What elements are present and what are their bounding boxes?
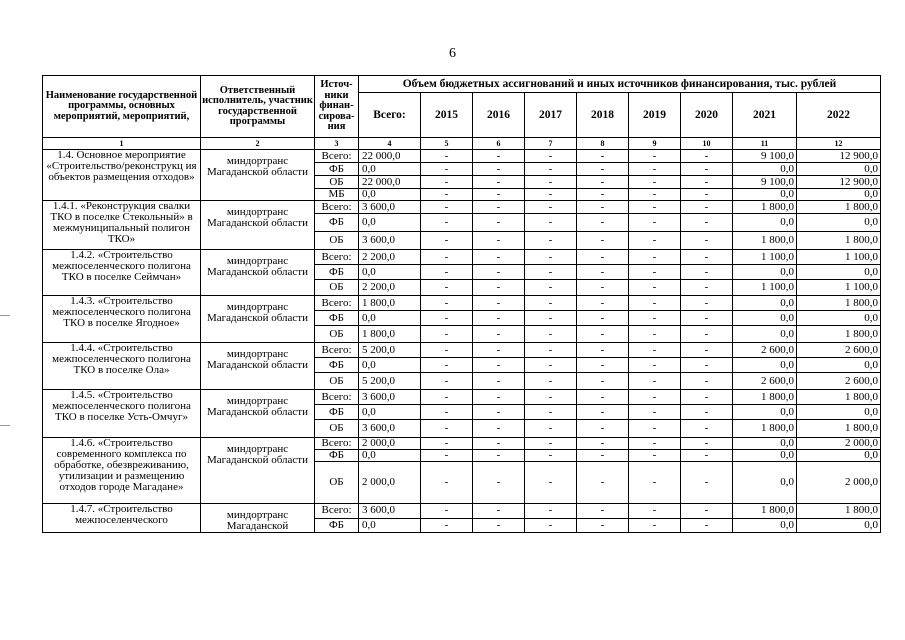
budget-table: [42, 75, 881, 533]
table-body: [43, 150, 881, 533]
year-value-2020: -: [681, 358, 733, 373]
year-value-2019: -: [629, 462, 681, 504]
year-value-2017: -: [525, 462, 577, 504]
year-value-2015: -: [421, 232, 473, 250]
funding-source: Всего:: [315, 150, 359, 163]
year-value-2018: -: [577, 373, 629, 390]
year-value-2017: -: [525, 504, 577, 519]
year-value-2015: -: [421, 201, 473, 214]
year-value-2017: -: [525, 250, 577, 265]
year-value-2020: -: [681, 296, 733, 311]
year-value-2019: -: [629, 265, 681, 280]
year-value-2021: 1 800,0: [733, 420, 797, 438]
year-value-2017: -: [525, 450, 577, 462]
year-value-2015: -: [421, 265, 473, 280]
column-number: 3: [315, 138, 359, 150]
year-value-2018: -: [577, 176, 629, 189]
year-value-2017: -: [525, 518, 577, 533]
year-value-2018: -: [577, 450, 629, 462]
measure-name: 1.4.5. «Строительство межпоселенческого полигона ТКО в поселке Усть-Омчуг»: [43, 390, 201, 438]
year-value-2020: -: [681, 250, 733, 265]
year-value-2022: 1 800,0: [797, 326, 881, 343]
year-value-2016: -: [473, 518, 525, 533]
header-executor: Ответственный исполнитель, участник государственной программы: [201, 76, 315, 138]
table-row: [43, 438, 881, 450]
year-value-2019: -: [629, 373, 681, 390]
year-value-2019: -: [629, 504, 681, 519]
year-value-2017: -: [525, 214, 577, 232]
executor: миндортранс Магаданской области: [201, 150, 315, 201]
year-value-2017: -: [525, 405, 577, 420]
year-value-2017: -: [525, 373, 577, 390]
year-value-2018: -: [577, 201, 629, 214]
measure-name: 1.4.6. «Строительство современного комплекса по обработке, обезвреживанию, утилизации и размещению отходов городе Магадане»: [43, 438, 201, 504]
executor: миндортранс Магаданской: [201, 504, 315, 533]
total-value: 3 600,0: [359, 504, 421, 519]
funding-source: Всего:: [315, 250, 359, 265]
year-value-2019: -: [629, 438, 681, 450]
page-number: 6: [449, 46, 456, 61]
year-value-2020: -: [681, 518, 733, 533]
year-value-2017: -: [525, 280, 577, 296]
year-value-2020: -: [681, 343, 733, 358]
column-number: 1: [43, 138, 201, 150]
year-value-2016: -: [473, 296, 525, 311]
year-value-2019: -: [629, 214, 681, 232]
year-value-2021: 0,0: [733, 358, 797, 373]
funding-source: ФБ: [315, 405, 359, 420]
year-value-2015: -: [421, 189, 473, 201]
year-value-2020: -: [681, 373, 733, 390]
funding-source: ФБ: [315, 214, 359, 232]
year-value-2021: 0,0: [733, 518, 797, 533]
year-value-2016: -: [473, 163, 525, 176]
year-value-2021: 0,0: [733, 311, 797, 326]
year-value-2022: 0,0: [797, 265, 881, 280]
executor: миндортранс Магаданской области: [201, 296, 315, 343]
year-value-2022: 0,0: [797, 450, 881, 462]
year-value-2021: 9 100,0: [733, 150, 797, 163]
header-sources: Источ- ники финан- сирова- ния: [315, 76, 359, 138]
year-value-2015: -: [421, 163, 473, 176]
year-value-2020: -: [681, 280, 733, 296]
measure-name: 1.4.4. «Строительство межпоселенческого полигона ТКО в поселке Ола»: [43, 343, 201, 390]
year-value-2022: 0,0: [797, 163, 881, 176]
header-total: Всего:: [359, 93, 421, 138]
year-value-2019: -: [629, 343, 681, 358]
year-value-2022: 0,0: [797, 311, 881, 326]
funding-source: ОБ: [315, 176, 359, 189]
year-value-2015: -: [421, 326, 473, 343]
executor: миндортранс Магаданской области: [201, 343, 315, 390]
year-value-2016: -: [473, 265, 525, 280]
funding-source: МБ: [315, 189, 359, 201]
year-value-2022: 0,0: [797, 214, 881, 232]
total-value: 3 600,0: [359, 390, 421, 405]
year-value-2015: -: [421, 214, 473, 232]
year-value-2018: -: [577, 250, 629, 265]
year-value-2019: -: [629, 326, 681, 343]
year-value-2019: -: [629, 189, 681, 201]
year-value-2020: -: [681, 390, 733, 405]
year-value-2017: -: [525, 438, 577, 450]
table-row: [43, 504, 881, 519]
year-value-2016: -: [473, 150, 525, 163]
year-value-2020: -: [681, 163, 733, 176]
year-value-2022: 2 000,0: [797, 438, 881, 450]
total-value: 5 200,0: [359, 343, 421, 358]
year-value-2022: 1 800,0: [797, 420, 881, 438]
funding-source: ОБ: [315, 232, 359, 250]
header-year-2017: 2017: [525, 93, 577, 138]
year-value-2015: -: [421, 343, 473, 358]
year-value-2020: -: [681, 326, 733, 343]
year-value-2017: -: [525, 265, 577, 280]
year-value-2016: -: [473, 420, 525, 438]
table-row: [43, 150, 881, 163]
funding-source: ФБ: [315, 450, 359, 462]
table-row: [43, 296, 881, 311]
year-value-2022: 1 100,0: [797, 250, 881, 265]
total-value: 2 200,0: [359, 280, 421, 296]
year-value-2015: -: [421, 518, 473, 533]
header-year-2021: 2021: [733, 93, 797, 138]
year-value-2018: -: [577, 232, 629, 250]
year-value-2021: 1 100,0: [733, 280, 797, 296]
year-value-2020: -: [681, 265, 733, 280]
funding-source: ОБ: [315, 326, 359, 343]
year-value-2021: 0,0: [733, 163, 797, 176]
year-value-2019: -: [629, 232, 681, 250]
year-value-2021: 9 100,0: [733, 176, 797, 189]
year-value-2016: -: [473, 311, 525, 326]
total-value: 0,0: [359, 189, 421, 201]
year-value-2015: -: [421, 390, 473, 405]
year-value-2017: -: [525, 176, 577, 189]
total-value: 2 000,0: [359, 438, 421, 450]
year-value-2015: -: [421, 250, 473, 265]
year-value-2018: -: [577, 326, 629, 343]
year-value-2015: -: [421, 280, 473, 296]
year-value-2020: -: [681, 420, 733, 438]
year-value-2016: -: [473, 343, 525, 358]
year-value-2015: -: [421, 296, 473, 311]
year-value-2015: -: [421, 373, 473, 390]
year-value-2017: -: [525, 358, 577, 373]
year-value-2018: -: [577, 518, 629, 533]
year-value-2021: 0,0: [733, 438, 797, 450]
year-value-2020: -: [681, 311, 733, 326]
year-value-2019: -: [629, 250, 681, 265]
year-value-2016: -: [473, 450, 525, 462]
year-value-2019: -: [629, 518, 681, 533]
year-value-2019: -: [629, 405, 681, 420]
year-value-2022: 2 600,0: [797, 343, 881, 358]
year-value-2018: -: [577, 265, 629, 280]
year-value-2016: -: [473, 280, 525, 296]
year-value-2021: 1 800,0: [733, 232, 797, 250]
year-value-2019: -: [629, 296, 681, 311]
year-value-2022: 0,0: [797, 405, 881, 420]
year-value-2018: -: [577, 504, 629, 519]
year-value-2020: -: [681, 462, 733, 504]
total-value: 2 200,0: [359, 250, 421, 265]
year-value-2021: 0,0: [733, 450, 797, 462]
year-value-2022: 2 600,0: [797, 373, 881, 390]
total-value: 0,0: [359, 518, 421, 533]
column-number: 8: [577, 138, 629, 150]
year-value-2015: -: [421, 438, 473, 450]
header-year-2022: 2022: [797, 93, 881, 138]
year-value-2022: 1 800,0: [797, 201, 881, 214]
total-value: 0,0: [359, 163, 421, 176]
column-number: 4: [359, 138, 421, 150]
year-value-2017: -: [525, 390, 577, 405]
funding-source: Всего:: [315, 438, 359, 450]
year-value-2016: -: [473, 250, 525, 265]
year-value-2017: -: [525, 150, 577, 163]
table-row: [43, 390, 881, 405]
year-value-2020: -: [681, 450, 733, 462]
measure-name: 1.4.7. «Строительство межпоселенческого: [43, 504, 201, 533]
measure-name: 1.4.2. «Строительство межпоселенческого полигона ТКО в поселке Сеймчан»: [43, 250, 201, 296]
year-value-2018: -: [577, 390, 629, 405]
year-value-2018: -: [577, 150, 629, 163]
executor: миндортранс Магаданской области: [201, 250, 315, 296]
year-value-2019: -: [629, 420, 681, 438]
year-value-2022: 1 100,0: [797, 280, 881, 296]
total-value: 0,0: [359, 311, 421, 326]
year-value-2018: -: [577, 311, 629, 326]
header-year-2020: 2020: [681, 93, 733, 138]
table-row: [43, 250, 881, 265]
column-number: 5: [421, 138, 473, 150]
funding-source: ОБ: [315, 420, 359, 438]
column-number: 12: [797, 138, 881, 150]
year-value-2021: 0,0: [733, 405, 797, 420]
total-value: 1 800,0: [359, 326, 421, 343]
year-value-2020: -: [681, 189, 733, 201]
year-value-2020: -: [681, 438, 733, 450]
year-value-2017: -: [525, 420, 577, 438]
column-number: 2: [201, 138, 315, 150]
year-value-2019: -: [629, 390, 681, 405]
year-value-2019: -: [629, 150, 681, 163]
margin-mark: [0, 425, 10, 426]
year-value-2016: -: [473, 189, 525, 201]
year-value-2016: -: [473, 176, 525, 189]
year-value-2020: -: [681, 214, 733, 232]
year-value-2015: -: [421, 150, 473, 163]
total-value: 0,0: [359, 214, 421, 232]
header-volume: Объем бюджетных ассигнований и иных источников финансирования, тыс. рублей: [359, 76, 881, 93]
year-value-2022: 2 000,0: [797, 462, 881, 504]
year-value-2021: 1 800,0: [733, 390, 797, 405]
table-row: [43, 343, 881, 358]
column-number-row: [43, 138, 881, 150]
year-value-2017: -: [525, 189, 577, 201]
year-value-2021: 0,0: [733, 265, 797, 280]
year-value-2016: -: [473, 232, 525, 250]
column-number: 11: [733, 138, 797, 150]
year-value-2016: -: [473, 201, 525, 214]
year-value-2020: -: [681, 201, 733, 214]
total-value: 3 600,0: [359, 201, 421, 214]
year-value-2017: -: [525, 311, 577, 326]
funding-source: ФБ: [315, 265, 359, 280]
total-value: 0,0: [359, 265, 421, 280]
year-value-2019: -: [629, 450, 681, 462]
year-value-2018: -: [577, 280, 629, 296]
year-value-2018: -: [577, 189, 629, 201]
year-value-2021: 1 800,0: [733, 504, 797, 519]
header-year-2015: 2015: [421, 93, 473, 138]
year-value-2021: 0,0: [733, 326, 797, 343]
executor: миндортранс Магаданской области: [201, 438, 315, 504]
total-value: 22 000,0: [359, 150, 421, 163]
year-value-2017: -: [525, 232, 577, 250]
year-value-2021: 1 100,0: [733, 250, 797, 265]
year-value-2015: -: [421, 420, 473, 438]
column-number: 6: [473, 138, 525, 150]
year-value-2022: 1 800,0: [797, 504, 881, 519]
year-value-2018: -: [577, 163, 629, 176]
budget-table-wrapper: [42, 75, 881, 533]
year-value-2018: -: [577, 405, 629, 420]
funding-source: Всего:: [315, 296, 359, 311]
year-value-2021: 0,0: [733, 214, 797, 232]
year-value-2019: -: [629, 280, 681, 296]
total-value: 5 200,0: [359, 373, 421, 390]
year-value-2015: -: [421, 311, 473, 326]
funding-source: ОБ: [315, 462, 359, 504]
margin-mark: [0, 315, 10, 316]
total-value: 2 000,0: [359, 462, 421, 504]
year-value-2016: -: [473, 438, 525, 450]
year-value-2018: -: [577, 358, 629, 373]
year-value-2017: -: [525, 163, 577, 176]
year-value-2020: -: [681, 405, 733, 420]
total-value: 0,0: [359, 450, 421, 462]
total-value: 3 600,0: [359, 420, 421, 438]
measure-name: 1.4.3. «Строительство межпоселенческого полигона ТКО в поселке Ягодное»: [43, 296, 201, 343]
year-value-2021: 1 800,0: [733, 201, 797, 214]
measure-name: 1.4.1. «Реконструкция свалки ТКО в поселке Стекольный» в межмуниципальный полигон ТКО»: [43, 201, 201, 250]
year-value-2019: -: [629, 358, 681, 373]
year-value-2018: -: [577, 462, 629, 504]
year-value-2021: 2 600,0: [733, 373, 797, 390]
year-value-2018: -: [577, 214, 629, 232]
funding-source: Всего:: [315, 504, 359, 519]
total-value: 1 800,0: [359, 296, 421, 311]
year-value-2017: -: [525, 343, 577, 358]
year-value-2016: -: [473, 390, 525, 405]
total-value: 22 000,0: [359, 176, 421, 189]
table-row: [43, 201, 881, 214]
year-value-2019: -: [629, 176, 681, 189]
year-value-2019: -: [629, 311, 681, 326]
year-value-2016: -: [473, 326, 525, 343]
column-number: 9: [629, 138, 681, 150]
year-value-2015: -: [421, 358, 473, 373]
funding-source: ФБ: [315, 358, 359, 373]
total-value: 0,0: [359, 358, 421, 373]
year-value-2015: -: [421, 504, 473, 519]
year-value-2020: -: [681, 176, 733, 189]
year-value-2021: 0,0: [733, 189, 797, 201]
year-value-2022: 0,0: [797, 189, 881, 201]
year-value-2016: -: [473, 214, 525, 232]
funding-source: ОБ: [315, 280, 359, 296]
total-value: 3 600,0: [359, 232, 421, 250]
executor: миндортранс Магаданской области: [201, 390, 315, 438]
year-value-2022: 12 900,0: [797, 176, 881, 189]
year-value-2021: 0,0: [733, 296, 797, 311]
year-value-2021: 2 600,0: [733, 343, 797, 358]
year-value-2018: -: [577, 343, 629, 358]
executor: миндортранс Магаданской области: [201, 201, 315, 250]
funding-source: Всего:: [315, 343, 359, 358]
year-value-2018: -: [577, 296, 629, 311]
year-value-2018: -: [577, 438, 629, 450]
header-year-2016: 2016: [473, 93, 525, 138]
year-value-2020: -: [681, 150, 733, 163]
year-value-2017: -: [525, 296, 577, 311]
funding-source: ФБ: [315, 518, 359, 533]
year-value-2022: 1 800,0: [797, 296, 881, 311]
funding-source: Всего:: [315, 390, 359, 405]
year-value-2015: -: [421, 405, 473, 420]
year-value-2022: 0,0: [797, 518, 881, 533]
year-value-2018: -: [577, 420, 629, 438]
header-year-2018: 2018: [577, 93, 629, 138]
year-value-2016: -: [473, 405, 525, 420]
funding-source: ФБ: [315, 311, 359, 326]
funding-source: ФБ: [315, 163, 359, 176]
year-value-2022: 12 900,0: [797, 150, 881, 163]
year-value-2016: -: [473, 504, 525, 519]
header-year-2019: 2019: [629, 93, 681, 138]
measure-name: 1.4. Основное мероприятие «Строительство/реконструкц ия объектов размещения отходов»: [43, 150, 201, 201]
year-value-2016: -: [473, 462, 525, 504]
year-value-2019: -: [629, 163, 681, 176]
year-value-2020: -: [681, 232, 733, 250]
year-value-2020: -: [681, 504, 733, 519]
year-value-2022: 1 800,0: [797, 390, 881, 405]
funding-source: ОБ: [315, 373, 359, 390]
year-value-2019: -: [629, 201, 681, 214]
year-value-2017: -: [525, 326, 577, 343]
year-value-2015: -: [421, 450, 473, 462]
year-value-2022: 0,0: [797, 358, 881, 373]
year-value-2016: -: [473, 358, 525, 373]
year-value-2016: -: [473, 373, 525, 390]
total-value: 0,0: [359, 405, 421, 420]
column-number: 7: [525, 138, 577, 150]
year-value-2017: -: [525, 201, 577, 214]
funding-source: Всего:: [315, 201, 359, 214]
column-number: 10: [681, 138, 733, 150]
header-name: Наименование государственной программы, основных мероприятий, мероприятий,: [43, 76, 201, 138]
year-value-2021: 0,0: [733, 462, 797, 504]
year-value-2015: -: [421, 176, 473, 189]
year-value-2022: 1 800,0: [797, 232, 881, 250]
year-value-2015: -: [421, 462, 473, 504]
